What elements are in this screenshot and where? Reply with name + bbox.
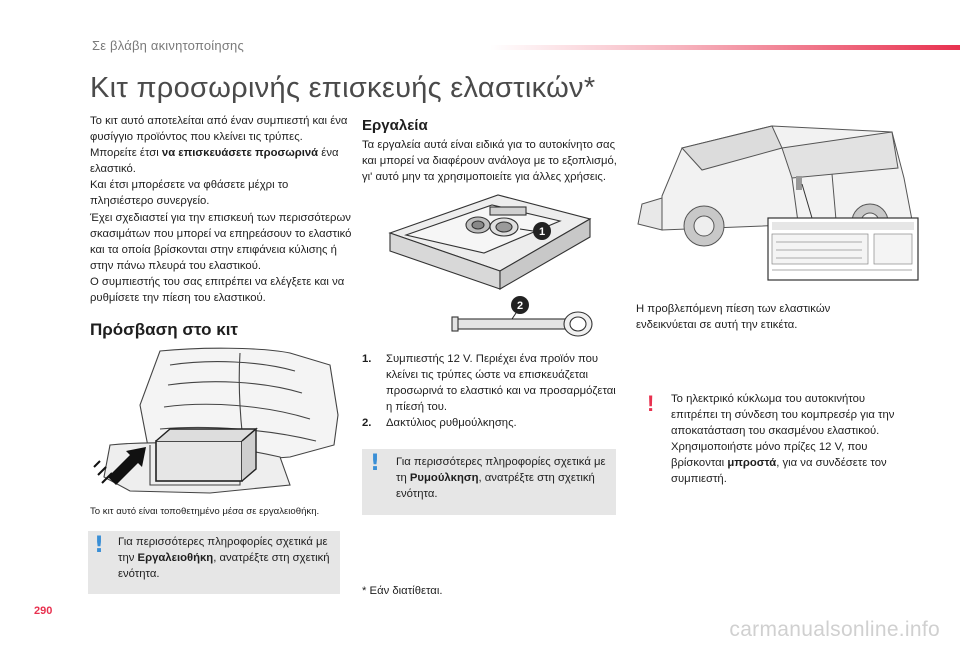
page-number: 290 xyxy=(34,605,53,617)
info-box-towing xyxy=(362,449,616,515)
list-number: 1. xyxy=(362,353,372,365)
tools-list xyxy=(362,351,620,431)
warning-box xyxy=(637,385,917,515)
tools-list-item xyxy=(362,351,620,415)
intro-part-2: ένα ελαστικό. xyxy=(90,147,339,176)
list-text: Συμπιεστής 12 V. Περιέχει ένα προϊόν που κλείνει τις τρύπες ώστε να επισκευάζεται προσωρινά το ελαστικό και να προσαρμόζεται η πίεσή του. xyxy=(386,353,616,414)
info-part-1: Για περισσότερες πληροφορίες σχετικά με τη xyxy=(396,456,606,484)
list-text: Δακτύλιος ρυθμούλκησης. xyxy=(386,417,517,430)
header-accent-line xyxy=(490,45,960,50)
info-part-1: Για περισσότερες πληροφορίες σχετικά με την xyxy=(118,536,328,564)
intro-part-5: Ο συμπιεστής του σας επιτρέπει να ελέγξετε και να ρυθμίσετε την πίεση του ελαστικού. xyxy=(90,275,345,305)
intro-part-3: Και έτσι μπορέσετε να φθάσετε μέχρι το πλησιέστερο συνεργείο. xyxy=(90,179,289,208)
info-bold-towing: Ρυμούλκηση xyxy=(409,471,479,484)
intro-bold: να επισκευάσετε προσωρινά xyxy=(161,147,319,160)
info-part-2: , ανατρέξτε στη σχετική ενότητα. xyxy=(396,471,595,500)
list-number: 2. xyxy=(362,417,372,430)
warning-part-2: Χρησιμοποιήστε μόνο πρίζες 12 V, που βρίσκονται xyxy=(671,441,868,469)
seat-toolbox-illustration xyxy=(90,345,342,497)
info-part-2: , ανατρέξτε στη σχετική ενότητα. xyxy=(118,551,330,580)
warning-part-1: Το ηλεκτρικό κύκλωμα του αυτοκινήτου επιτρέπει τη σύνδεση του κομπρεσέρ για την αποκατάσταση του σκασμένου ελαστικού. xyxy=(671,393,895,437)
tools-list-item xyxy=(362,415,620,431)
van-tyre-label-illustration xyxy=(622,118,922,288)
intro-text xyxy=(90,113,352,306)
repair-kit-illustration xyxy=(380,185,612,355)
seat-caption: Το κιτ αυτό είναι τοποθετημένο μέσα σε εργαλειοθήκη. xyxy=(90,506,320,517)
tools-text: Τα εργαλεία αυτά είναι ειδικά για το αυτοκίνητο σας και μπορεί να διαφέρουν ανάλογα με το εξοπλισμό, γι' αυτό μην τα χρησιμοποιείτε για άλλες χρήσεις. xyxy=(362,139,617,184)
callout-2-label: 2 xyxy=(516,300,524,312)
info-icon: ! xyxy=(94,533,105,558)
info-bold-toolbox: Εργαλειοθήκη xyxy=(137,551,214,564)
info-text-toolbox xyxy=(118,535,333,582)
info-text-towing xyxy=(396,455,608,502)
warning-part-3: , για να συνδέσετε τον συμπιεστή. xyxy=(671,457,887,485)
callout-1-label: 1 xyxy=(538,226,546,238)
watermark: carmanualsonline.info xyxy=(729,618,940,641)
intro-part-1: Το κιτ αυτό αποτελείται από έναν συμπιεστή και ένα φυσίγγιο προϊόντος που κλείνει τις τρύπες. Μπορείτε έτσι xyxy=(90,115,348,160)
warning-bold: μπροστά xyxy=(727,457,777,469)
pressure-caption: Η προβλεπόμενη πίεση των ελαστικών ενδεικνύεται σε αυτή την ετικέτα. xyxy=(636,303,831,332)
warning-text xyxy=(671,391,913,487)
section-header: Σε βλάβη ακινητοποίησης xyxy=(92,38,244,53)
warning-icon: ! xyxy=(647,391,655,416)
page-title: Κιτ προσωρινής επισκευής ελαστικών* xyxy=(90,72,596,104)
tools-heading: Εργαλεία xyxy=(362,117,428,134)
info-box-toolbox xyxy=(88,531,340,594)
intro-part-4: Έχει σχεδιαστεί για την επισκευή των περισσότερων σκασιμάτων που μπορεί να επηρεάσουν το ελαστικό και τα οποία βρίσκονται στην επιφάνεια κύλισης ή στην πάνω πλευρά του ελαστικού. xyxy=(90,211,352,272)
footnote: * Εάν διατίθεται. xyxy=(362,585,443,597)
access-heading: Πρόσβαση στο κιτ xyxy=(90,320,239,339)
info-icon: ! xyxy=(370,451,381,476)
